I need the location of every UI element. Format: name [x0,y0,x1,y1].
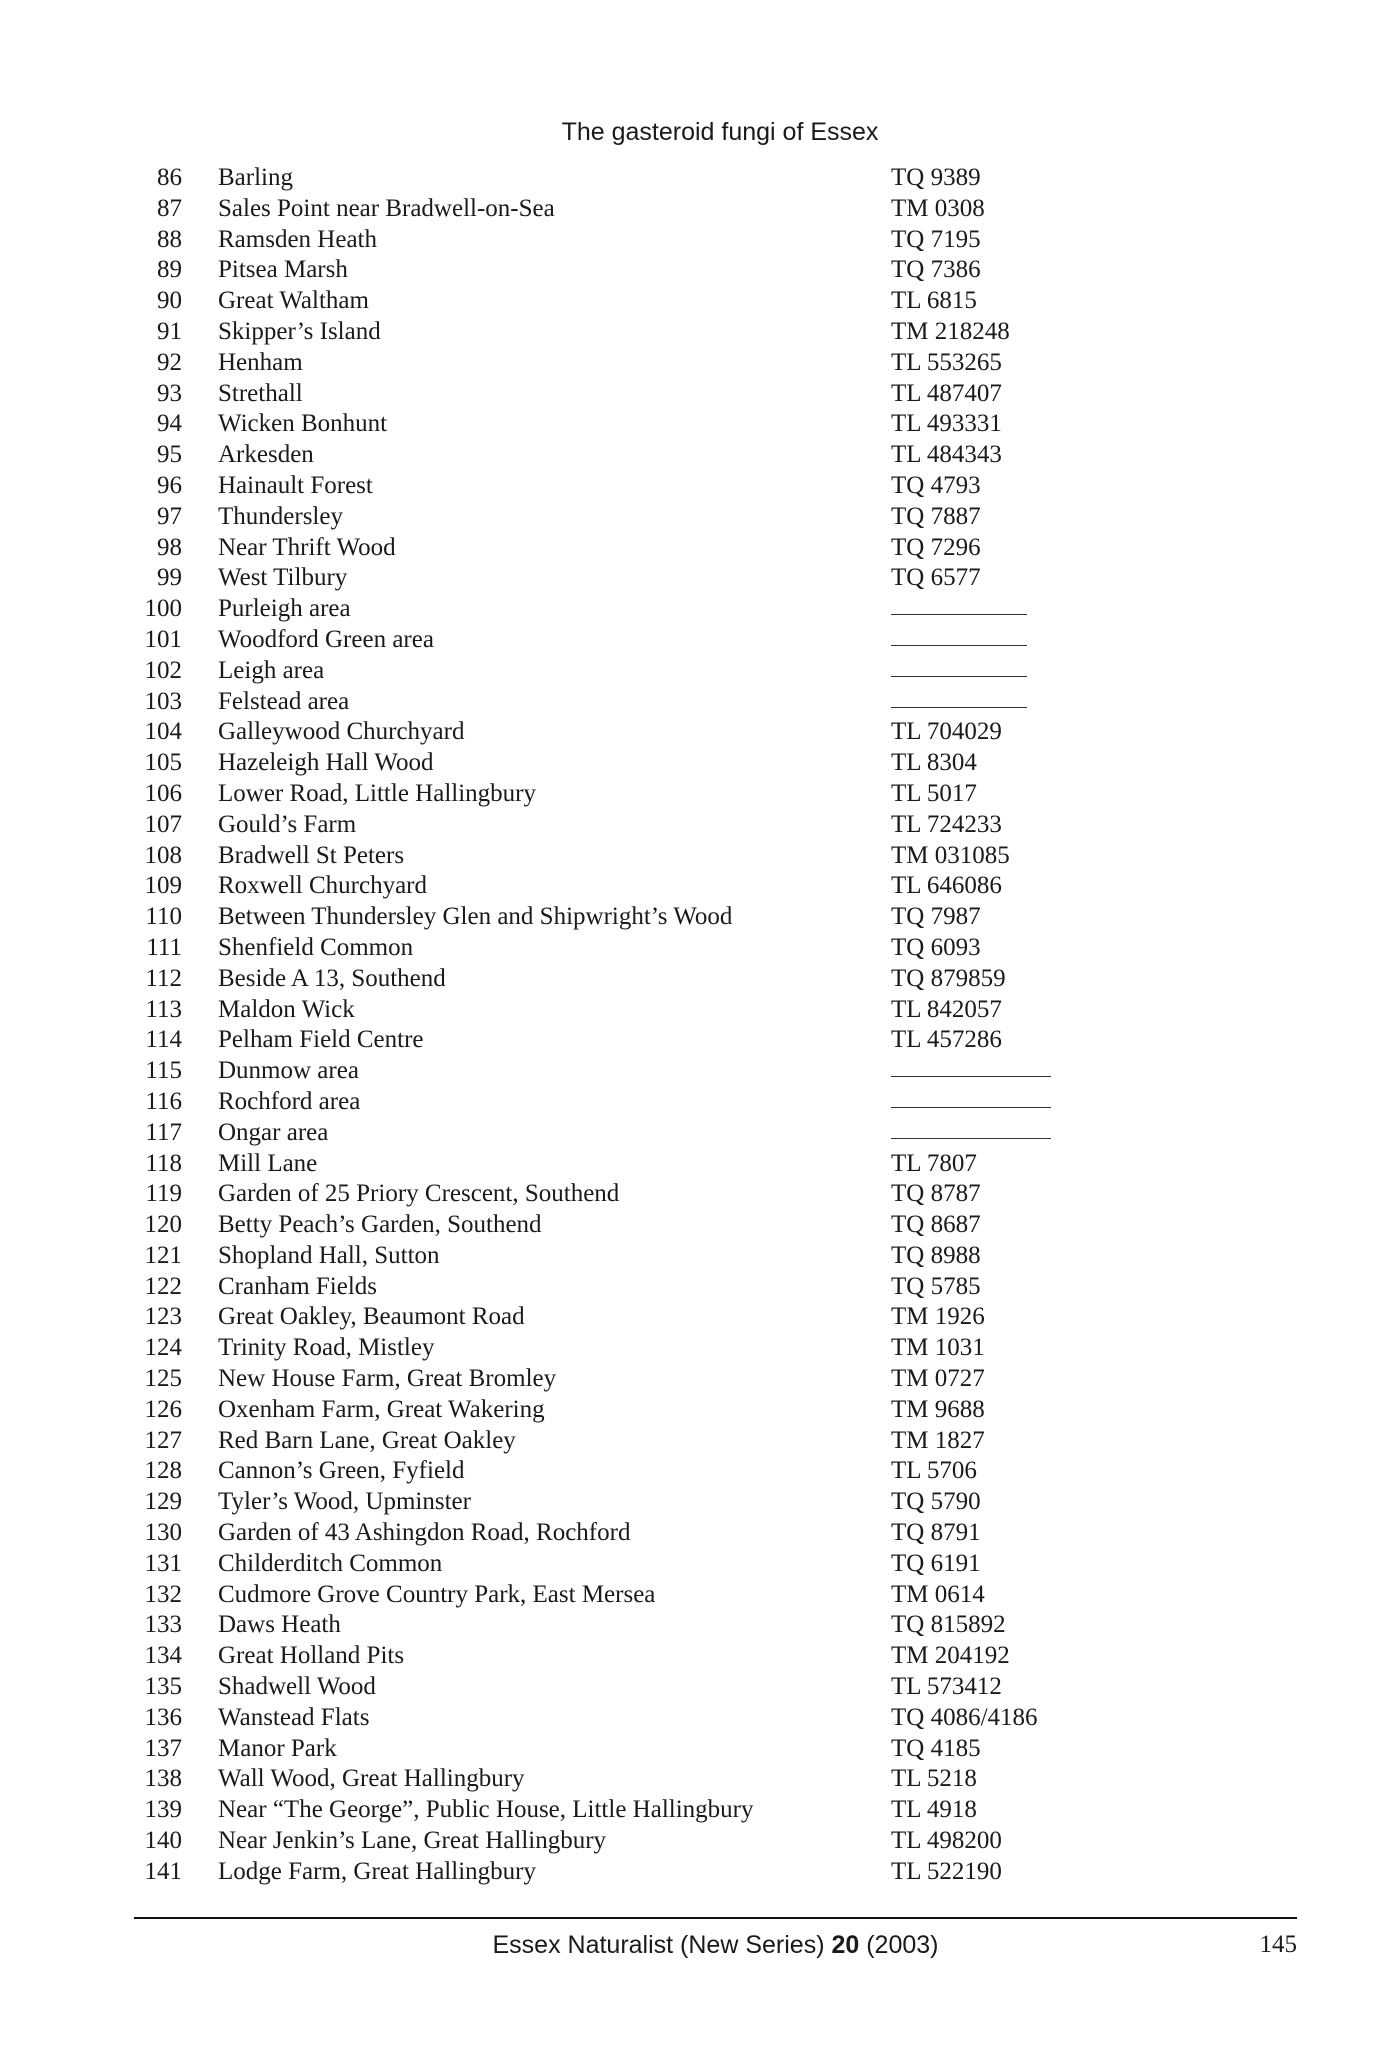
site-row [134,1703,1134,1734]
site-place: Sales Point near Bradwell-on-Sea [218,194,555,222]
site-place: Maldon Wick [218,995,355,1023]
site-place: Great Oakley, Beaumont Road [218,1303,525,1331]
site-place: Thundersley [218,502,343,530]
site-place: Cannon’s Green, Fyfield [218,1457,465,1485]
site-number: 96 [157,471,182,499]
grid-reference: TQ 815892 [891,1611,1006,1639]
site-row [134,1734,1134,1765]
site-row [134,409,1134,440]
site-number: 108 [144,841,182,869]
site-place: Bradwell St Peters [218,841,405,869]
journal-citation [134,1931,1297,1960]
site-row [134,533,1134,564]
site-number: 114 [145,1026,182,1054]
site-place: Henham [218,348,303,376]
site-number: 134 [144,1642,182,1670]
site-row [134,225,1134,256]
site-place: Felstead area [218,687,350,715]
site-row [134,1025,1134,1056]
site-row [134,1795,1134,1826]
site-number: 92 [157,348,182,376]
site-place: Ongar area [218,1118,329,1146]
site-number: 111 [146,933,182,961]
site-row [134,1641,1134,1672]
site-place: Arkesden [218,441,314,469]
page-footer [134,1931,1297,1967]
site-number: 110 [145,903,182,931]
site-row [134,1487,1134,1518]
grid-reference: TQ 6577 [891,564,981,592]
site-row [134,902,1134,933]
site-row [134,1302,1134,1333]
site-number: 94 [157,410,182,438]
site-number: 101 [144,625,182,653]
site-place: Rochford area [218,1087,361,1115]
site-row [134,1056,1134,1087]
site-place: Pelham Field Centre [218,1026,424,1054]
site-place: Lodge Farm, Great Hallingbury [218,1857,536,1885]
site-row [134,594,1134,625]
site-row [134,1672,1134,1703]
site-number: 141 [144,1857,182,1885]
site-row [134,717,1134,748]
site-number: 115 [145,1057,182,1085]
site-place: Dunmow area [218,1057,359,1085]
site-place: New House Farm, Great Bromley [218,1365,557,1393]
site-row [134,1179,1134,1210]
grid-reference: TM 031085 [891,841,1010,869]
site-place: Near “The George”, Public House, Little Hallingbury [218,1796,754,1824]
site-row [134,379,1134,410]
grid-reference: TL 724233 [891,810,1002,838]
grid-reference: TQ 7887 [891,502,981,530]
grid-reference: TQ 7195 [891,225,981,253]
grid-reference: TL 498200 [891,1827,1002,1855]
site-number: 131 [144,1549,182,1577]
grid-reference: TM 0614 [891,1580,985,1608]
grid-reference: TL 553265 [891,348,1002,376]
site-number: 128 [144,1457,182,1485]
site-row [134,1210,1134,1241]
site-row [134,471,1134,502]
site-place: Manor Park [218,1734,337,1762]
no-grid-reference-rule [891,1107,1051,1108]
site-place: Hainault Forest [218,471,373,499]
site-number: 93 [157,379,182,407]
site-number: 95 [157,441,182,469]
no-grid-reference-rule [891,1138,1051,1139]
grid-reference: TQ 7987 [891,903,981,931]
page-number: 145 [1259,1931,1297,1958]
grid-reference: TQ 4086/4186 [891,1703,1038,1731]
site-number: 117 [145,1118,182,1146]
site-number: 137 [144,1734,182,1762]
grid-reference: TL 522190 [891,1857,1002,1885]
site-row [134,1241,1134,1272]
footer-rule [134,1917,1297,1919]
site-number: 130 [144,1519,182,1547]
grid-reference: TM 0727 [891,1365,985,1393]
site-row [134,625,1134,656]
site-row [134,563,1134,594]
grid-reference: TM 1031 [891,1334,985,1362]
site-number: 86 [157,164,182,191]
site-place: Gould’s Farm [218,810,357,838]
site-row [134,995,1134,1026]
grid-reference: TM 0308 [891,194,985,222]
grid-reference: TL 704029 [891,718,1002,746]
site-number: 87 [157,194,182,222]
grid-reference: TL 573412 [891,1673,1002,1701]
grid-reference: TQ 4793 [891,471,981,499]
site-row [134,1118,1134,1149]
site-number: 102 [144,656,182,684]
site-row [134,194,1134,225]
site-row [134,1610,1134,1641]
site-number: 139 [144,1796,182,1824]
site-place: Pitsea Marsh [218,256,348,284]
site-number: 88 [157,225,182,253]
site-place: Garden of 25 Priory Crescent, Southend [218,1180,620,1208]
site-row [134,687,1134,718]
grid-reference: TL 493331 [891,410,1002,438]
site-place: Garden of 43 Ashingdon Road, Rochford [218,1519,631,1547]
journal-name: Essex Naturalist (New Series) [492,1931,832,1959]
site-number: 135 [144,1673,182,1701]
grid-reference: TL 842057 [891,995,1002,1023]
site-number: 113 [145,995,182,1023]
site-row [134,779,1134,810]
site-row [134,1456,1134,1487]
site-row [134,1426,1134,1457]
site-place: Cranham Fields [218,1272,378,1300]
site-number: 116 [145,1087,182,1115]
site-number: 100 [144,595,182,623]
site-place: Daws Heath [218,1611,341,1639]
site-row [134,440,1134,471]
grid-reference: TL 4918 [891,1796,977,1824]
site-number: 119 [145,1180,182,1208]
grid-reference: TQ 6191 [891,1549,981,1577]
site-row [134,1087,1134,1118]
site-place: Betty Peach’s Garden, Southend [218,1211,542,1239]
site-row [134,502,1134,533]
site-place: Cudmore Grove Country Park, East Mersea [218,1580,656,1608]
site-number: 129 [144,1488,182,1516]
site-row [134,348,1134,379]
grid-reference: TQ 4185 [891,1734,981,1762]
site-row [134,286,1134,317]
grid-reference: TL 457286 [891,1026,1002,1054]
site-number: 97 [157,502,182,530]
site-place: Oxenham Farm, Great Wakering [218,1395,545,1423]
grid-reference: TM 1926 [891,1303,985,1331]
site-number: 136 [144,1703,182,1731]
site-number: 112 [145,964,182,992]
grid-reference: TL 5017 [891,779,977,807]
volume-number: 20 [831,1931,860,1959]
site-row [134,1333,1134,1364]
site-place: Strethall [218,379,303,407]
grid-reference: TQ 8687 [891,1211,981,1239]
site-place: Trinity Road, Mistley [218,1334,435,1362]
grid-reference: TL 6815 [891,287,977,315]
site-number: 106 [144,779,182,807]
no-grid-reference-rule [891,676,1027,677]
grid-reference: TM 218248 [891,317,1010,345]
site-place: Childerditch Common [218,1549,443,1577]
site-number: 122 [144,1272,182,1300]
site-number: 140 [144,1827,182,1855]
no-grid-reference-rule [891,707,1027,708]
site-place: Woodford Green area [218,625,434,653]
no-grid-reference-rule [891,1076,1051,1077]
site-list [134,163,1134,1888]
site-place: Great Waltham [218,287,369,315]
grid-reference: TQ 5785 [891,1272,981,1300]
site-row [134,841,1134,872]
site-place: Skipper’s Island [218,317,381,345]
site-number: 107 [144,810,182,838]
grid-reference: TQ 6093 [891,933,981,961]
site-place: West Tilbury [218,564,348,592]
no-grid-reference-rule [891,614,1027,615]
site-place: Red Barn Lane, Great Oakley [218,1426,516,1454]
site-row [134,1764,1134,1795]
site-place: Wanstead Flats [218,1703,370,1731]
site-number: 120 [144,1211,182,1239]
site-place: Near Thrift Wood [218,533,396,561]
site-place: Shopland Hall, Sutton [218,1241,440,1269]
site-row [134,255,1134,286]
site-row [134,810,1134,841]
site-place: Leigh area [218,656,325,684]
site-place: Near Jenkin’s Lane, Great Hallingbury [218,1827,607,1855]
site-place: Tyler’s Wood, Upminster [218,1488,471,1516]
site-place: Wall Wood, Great Hallingbury [218,1765,525,1793]
site-row [134,1518,1134,1549]
site-place: Shadwell Wood [218,1673,376,1701]
site-number: 132 [144,1580,182,1608]
site-place: Ramsden Heath [218,225,377,253]
site-row [134,656,1134,687]
site-row [134,317,1134,348]
site-number: 121 [144,1241,182,1269]
grid-reference: TM 9688 [891,1395,985,1423]
journal-year: (2003) [859,1931,939,1959]
site-place: Roxwell Churchyard [218,872,427,900]
site-place: Great Holland Pits [218,1642,405,1670]
site-number: 104 [144,718,182,746]
site-number: 91 [157,317,182,345]
site-row [134,748,1134,779]
site-place: Wicken Bonhunt [218,410,388,438]
grid-reference: TQ 8787 [891,1180,981,1208]
site-place: Between Thundersley Glen and Shipwright’s Wood [218,903,733,931]
site-row [134,1580,1134,1611]
site-number: 123 [144,1303,182,1331]
site-row [134,964,1134,995]
grid-reference: TQ 7296 [891,533,981,561]
site-number: 98 [157,533,182,561]
site-number: 138 [144,1765,182,1793]
site-number: 125 [144,1365,182,1393]
grid-reference: TL 5706 [891,1457,977,1485]
running-title: The gasteroid fungi of Essex [561,118,879,146]
site-place: Hazeleigh Hall Wood [218,749,434,777]
site-place: Mill Lane [218,1149,318,1177]
site-row [134,1395,1134,1426]
grid-reference: TQ 8988 [891,1241,981,1269]
grid-reference: TM 1827 [891,1426,985,1454]
site-number: 118 [145,1149,182,1177]
site-place: Lower Road, Little Hallingbury [218,779,536,807]
site-place: Galleywood Churchyard [218,718,465,746]
site-place: Beside A 13, Southend [218,964,446,992]
site-row [134,933,1134,964]
site-number: 90 [157,287,182,315]
site-number: 89 [157,256,182,284]
grid-reference: TQ 8791 [891,1519,981,1547]
grid-reference: TL 487407 [891,379,1002,407]
grid-reference: TQ 7386 [891,256,981,284]
grid-reference: TL 646086 [891,872,1002,900]
site-number: 124 [144,1334,182,1362]
site-row [134,1826,1134,1857]
grid-reference: TL 484343 [891,441,1002,469]
site-row [134,1857,1134,1888]
site-number: 133 [144,1611,182,1639]
no-grid-reference-rule [891,645,1027,646]
site-row [134,871,1134,902]
site-number: 103 [144,687,182,715]
site-row [134,1149,1134,1180]
grid-reference: TL 7807 [891,1149,977,1177]
grid-reference: TM 204192 [891,1642,1010,1670]
grid-reference: TL 5218 [891,1765,977,1793]
site-number: 99 [157,564,182,592]
site-number: 105 [144,749,182,777]
site-number: 127 [144,1426,182,1454]
site-number: 126 [144,1395,182,1423]
site-place: Barling [218,164,293,191]
site-number: 109 [144,872,182,900]
site-row [134,1549,1134,1580]
grid-reference: TQ 5790 [891,1488,981,1516]
site-place: Purleigh area [218,595,351,623]
grid-reference: TQ 9389 [891,164,981,191]
grid-reference: TL 8304 [891,749,977,777]
site-place: Shenfield Common [218,933,414,961]
site-row [134,1272,1134,1303]
site-row [134,1364,1134,1395]
site-row [134,163,1134,194]
grid-reference: TQ 879859 [891,964,1006,992]
